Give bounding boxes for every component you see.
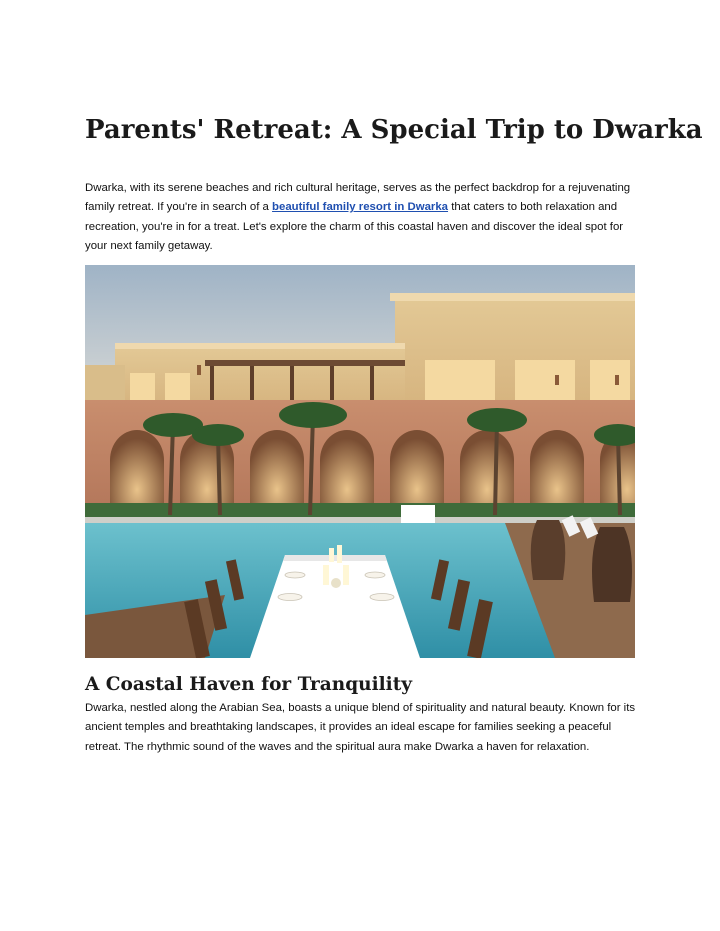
intro-paragraph xyxy=(85,179,641,257)
resort-pool-photo xyxy=(85,265,635,658)
page-title: Parents' Retreat: A Special Trip to Dwarka xyxy=(85,115,703,145)
intro-text-before-link: Dwarka, with its serene beaches and rich cultural heritage, serves as the perfect backdrop for a rejuvenating family retreat. If you're in search of a xyxy=(85,182,631,214)
intro-text-after-link: that caters to both relaxation and recreation, you're in for a treat. Let's explore the charm of this coastal haven and discover the ideal spot for your next family getaway. xyxy=(85,201,624,253)
resort-link[interactable]: beautiful family resort in Dwarka xyxy=(272,201,449,214)
section-heading: A Coastal Haven for Tranquility xyxy=(85,674,412,695)
section-paragraph: Dwarka, nestled along the Arabian Sea, boasts a unique blend of spirituality and natural beauty. Known for its ancient temples and breathtaking landscapes, it provides an ideal escape for families seeking a peaceful retreat. The rhythmic sound of the waves and the spiritual aura make Dwarka a haven for relaxation. xyxy=(85,702,636,753)
